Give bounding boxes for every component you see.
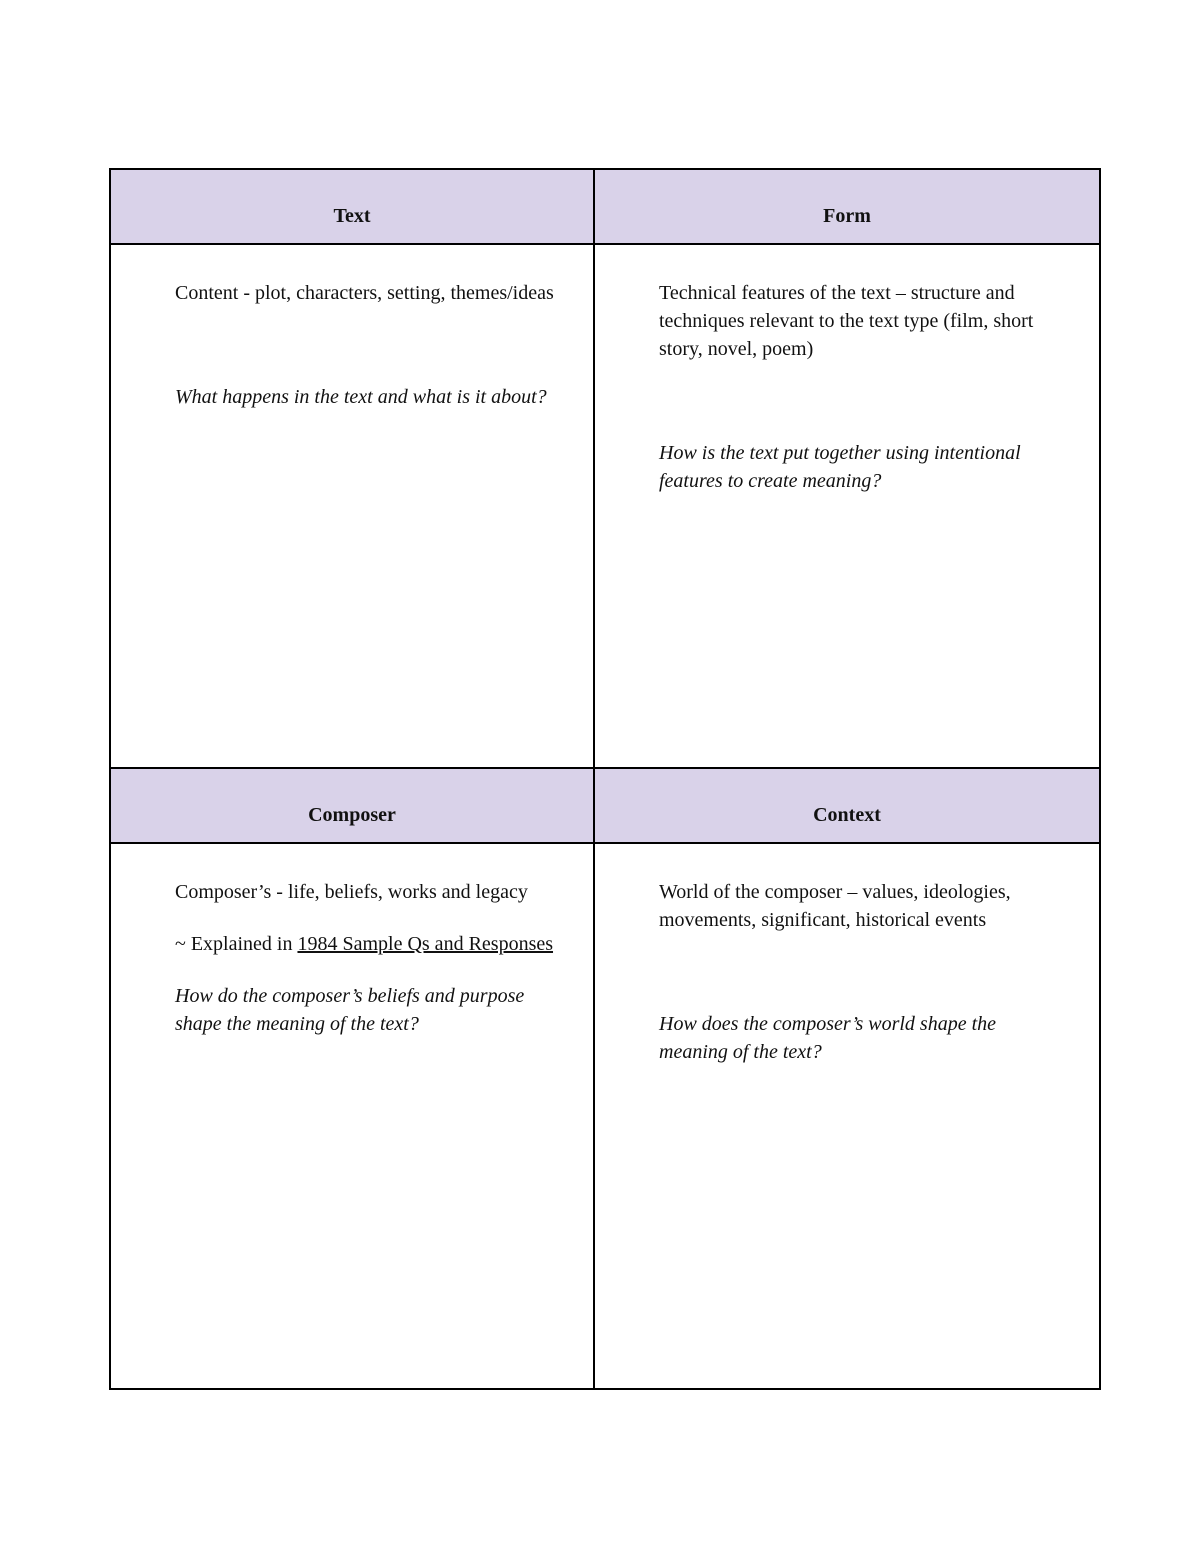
- header-text-label: Text: [333, 205, 371, 227]
- composer-description: Composer’s - life, beliefs, works and legacy: [175, 881, 528, 903]
- composer-cell: [110, 843, 594, 1389]
- sample-qs-link[interactable]: 1984 Sample Qs and Responses: [297, 933, 554, 955]
- header-composer: [110, 768, 594, 843]
- four-quadrant-table: [109, 168, 1101, 1390]
- context-question: How does the composer’s world shape the meaning of the text?: [659, 1013, 997, 1063]
- header-form: [594, 169, 1100, 244]
- form-cell: [594, 244, 1100, 768]
- text-cell: [110, 244, 594, 768]
- text-question: What happens in the text and what is it about?: [175, 386, 547, 408]
- header-row-bottom: [110, 768, 1100, 843]
- context-description: World of the composer – values, ideologies, movements, significant, historical events: [659, 881, 1011, 931]
- header-composer-label: Composer: [308, 804, 396, 826]
- composer-explained: [175, 930, 553, 958]
- composer-question: How do the composer’s beliefs and purpose shape the meaning of the text?: [175, 985, 525, 1035]
- body-row-top: [110, 244, 1100, 768]
- body-row-bottom: [110, 843, 1100, 1389]
- composer-explained-prefix: ~ Explained in: [175, 933, 298, 955]
- header-row-top: [110, 169, 1100, 244]
- text-description: Content - plot, characters, setting, themes/ideas: [175, 282, 554, 304]
- header-text: [110, 169, 594, 244]
- form-question: How is the text put together using intentional features to create meaning?: [659, 442, 1021, 492]
- header-context-label: Context: [813, 804, 881, 826]
- header-form-label: Form: [823, 205, 871, 227]
- context-cell: [594, 843, 1100, 1389]
- form-description: Technical features of the text – structure and techniques relevant to the text type (film, short story, novel, poem): [659, 282, 1034, 360]
- header-context: [594, 768, 1100, 843]
